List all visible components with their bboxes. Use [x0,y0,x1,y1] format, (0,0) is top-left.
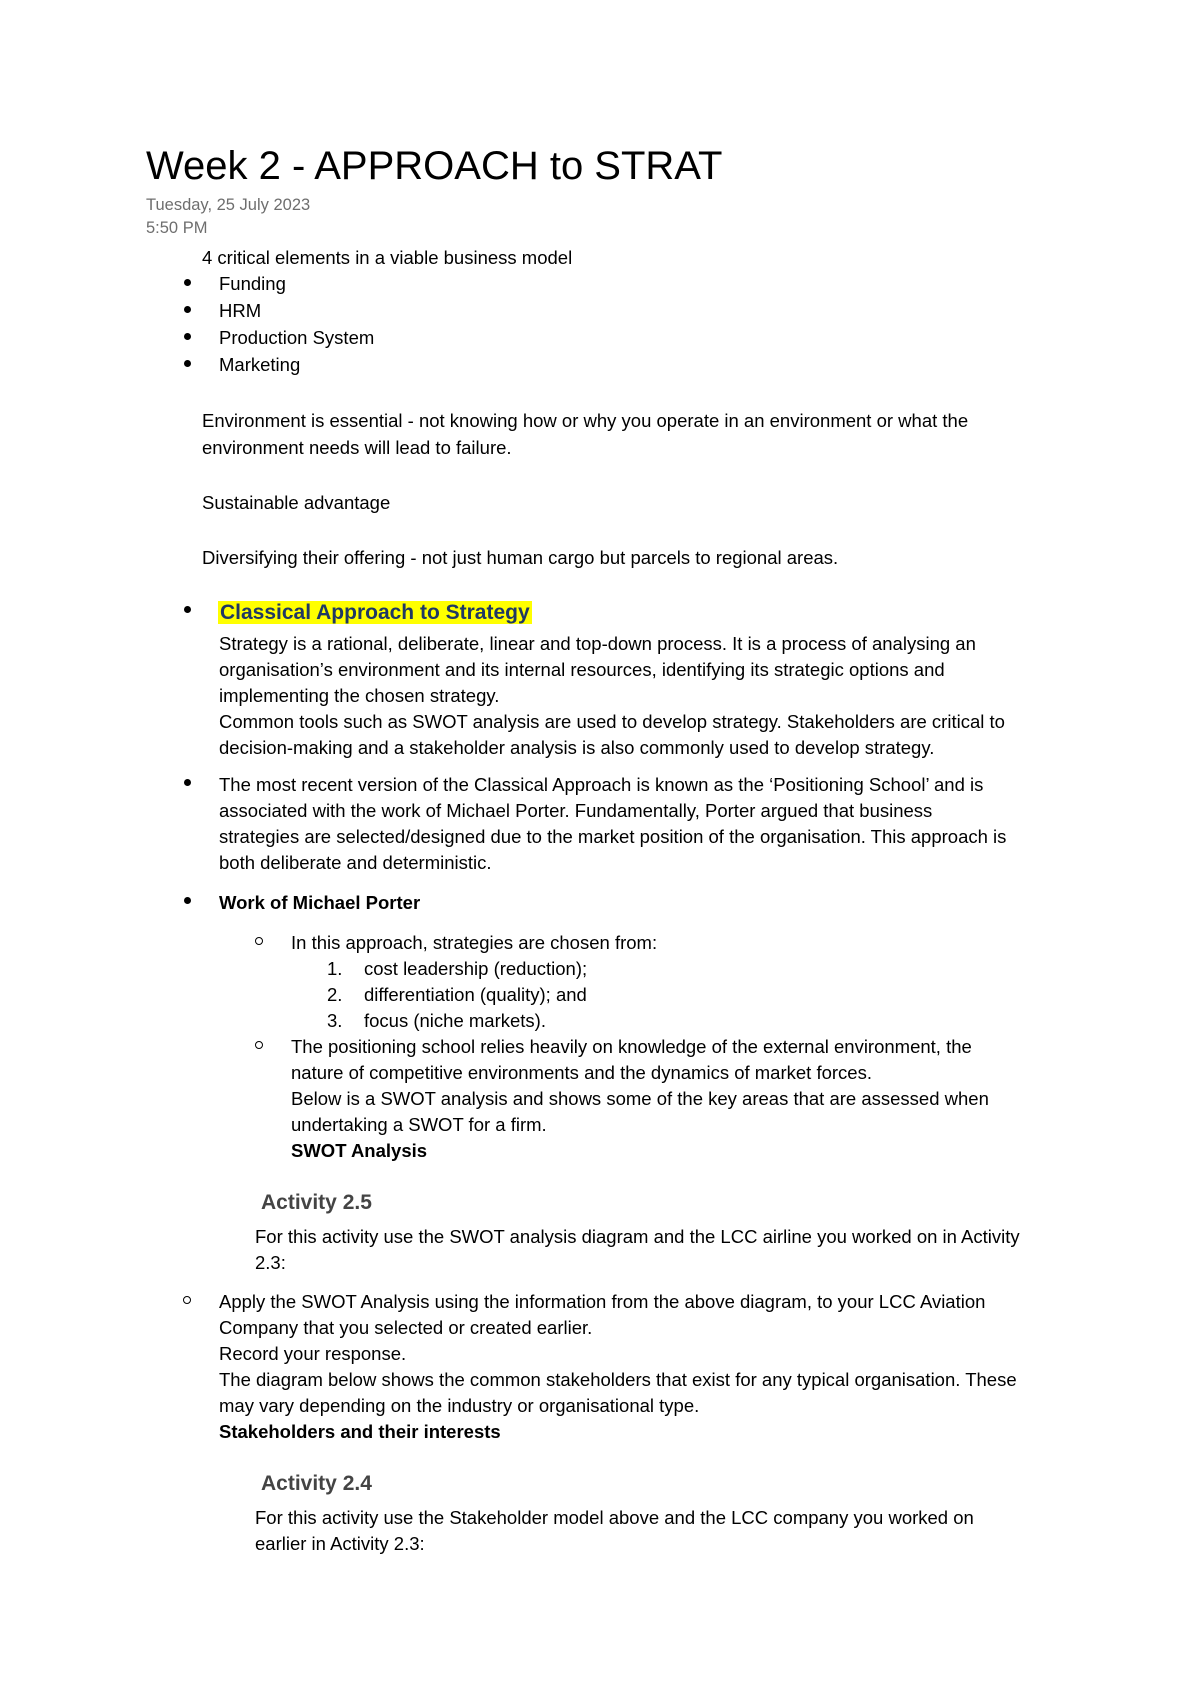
circle-bullet-icon [255,1041,263,1049]
environment-text: Environment is essential - not knowing how or why you operate in an environment or what the [202,410,969,431]
list-number: 3. [327,1010,343,1031]
swot-label: SWOT Analysis [291,1140,428,1161]
circle-bullet-icon [183,1296,191,1304]
classical-text: implementing the chosen strategy. [219,685,500,706]
activity-text: 2.3: [255,1252,286,1273]
porter-sub-text: nature of competitive environments and the dynamics of market forces. [291,1062,872,1083]
list-item: Marketing [219,354,301,375]
strategy-item: cost leadership (reduction); [364,958,588,979]
environment-text: environment needs will lead to failure. [202,437,512,458]
list-item: HRM [219,300,262,321]
activity-text: earlier in Activity 2.3: [255,1533,425,1554]
apply-text: may vary depending on the industry or organisational type. [219,1395,700,1416]
positioning-text: strategies are selected/designed due to the market position of the organisation. This approach is [219,826,1007,847]
activity-text: For this activity use the Stakeholder model above and the LCC company you worked on [255,1507,974,1528]
intro-heading: 4 critical elements in a viable business model [202,247,573,268]
strategy-item: differentiation (quality); and [364,984,587,1005]
activity-text: For this activity use the SWOT analysis diagram and the LCC airline you worked on in Activity [255,1226,1020,1247]
classical-heading [218,598,532,630]
strategy-item: focus (niche markets). [364,1010,546,1031]
apply-text: The diagram below shows the common stakeholders that exist for any typical organisation. These [219,1369,1017,1390]
porter-heading: Work of Michael Porter [219,892,421,913]
page-date: Tuesday, 25 July 2023 [146,196,311,214]
bullet-icon [184,306,191,313]
porter-sub-text: The positioning school relies heavily on knowledge of the external environment, the [291,1036,972,1057]
page-title: Week 2 - APPROACH to STRAT [146,144,723,188]
porter-sub-text: Below is a SWOT analysis and shows some of the key areas that are assessed when [291,1088,989,1109]
positioning-text: The most recent version of the Classical Approach is known as the ‘Positioning School’ and is [219,774,984,795]
list-number: 1. [327,958,343,979]
bullet-icon [184,333,191,340]
bullet-icon [184,606,191,613]
apply-text: Apply the SWOT Analysis using the information from the above diagram, to your LCC Aviation [219,1291,986,1312]
apply-text: Company that you selected or created earlier. [219,1317,593,1338]
activity-heading: Activity 2.4 [261,1472,372,1495]
diversifying-text: Diversifying their offering - not just human cargo but parcels to regional areas. [202,547,839,568]
classical-text: Common tools such as SWOT analysis are used to develop strategy. Stakeholders are critical to [219,711,1005,732]
bullet-icon [184,360,191,367]
porter-sub-text: In this approach, strategies are chosen from: [291,932,658,953]
apply-text: Record your response. [219,1343,407,1364]
sustainable-text: Sustainable advantage [202,492,391,513]
classical-text: organisation’s environment and its internal resources, identifying its strategic options and [219,659,945,680]
list-item: Funding [219,273,286,294]
page-time: 5:50 PM [146,219,208,237]
classical-heading-text: Classical Approach to Strategy [220,601,530,624]
stakeholders-label: Stakeholders and their interests [219,1421,501,1442]
list-item: Production System [219,327,375,348]
positioning-text: both deliberate and deterministic. [219,852,492,873]
circle-bullet-icon [255,937,263,945]
classical-text: decision-making and a stakeholder analysis is also commonly used to develop strategy. [219,737,935,758]
porter-sub-text: undertaking a SWOT for a firm. [291,1114,547,1135]
bullet-icon [184,779,191,786]
activity-heading: Activity 2.5 [261,1191,372,1214]
bullet-icon [184,897,191,904]
list-number: 2. [327,984,343,1005]
bullet-icon [184,279,191,286]
positioning-text: associated with the work of Michael Porter. Fundamentally, Porter argued that business [219,800,933,821]
classical-text: Strategy is a rational, deliberate, linear and top-down process. It is a process of analysing an [219,633,976,654]
